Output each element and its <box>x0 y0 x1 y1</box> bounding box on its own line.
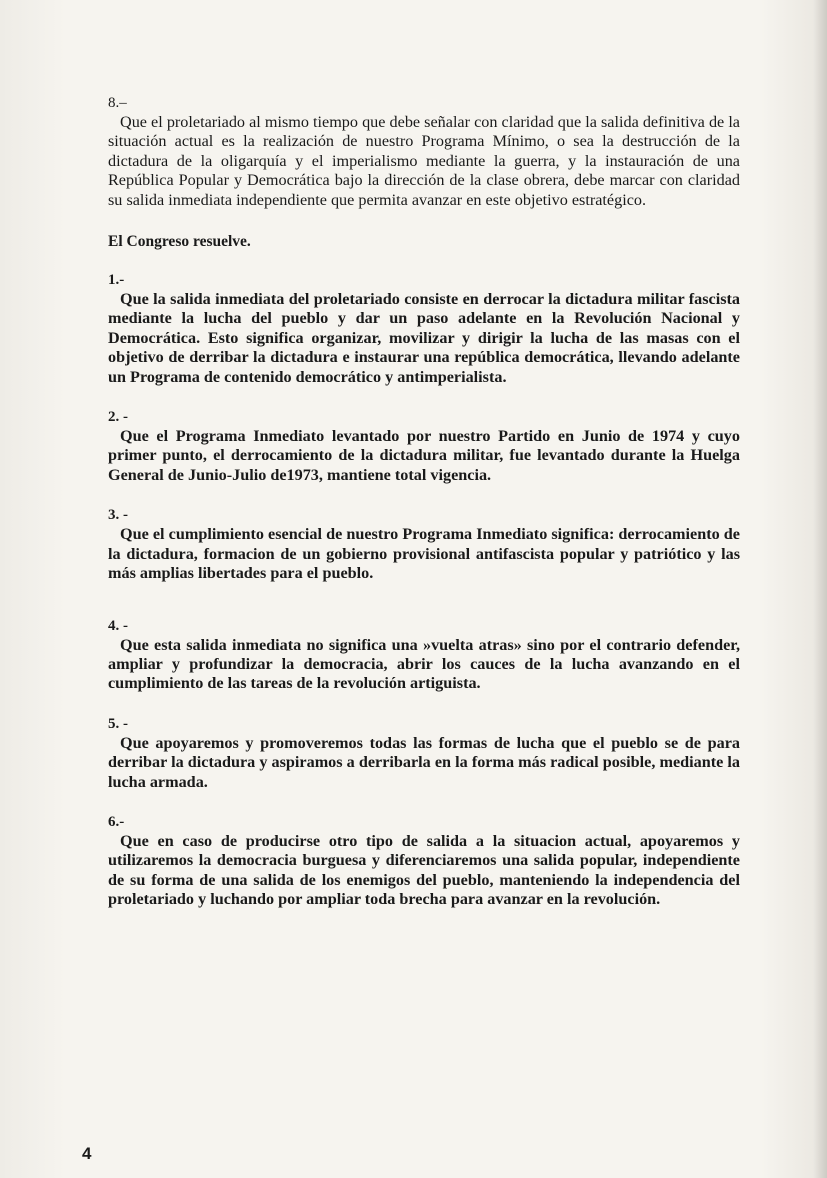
resolution-item <box>108 408 740 485</box>
page-number: 4 <box>82 1144 92 1163</box>
resolution-number: 6.- <box>108 813 125 830</box>
document-body <box>108 94 740 910</box>
resolution-item <box>108 617 740 694</box>
resolution-text: Que apoyaremos y promoveremos todas las formas de lucha que el pueblo se de para derribar la dictadura y aspiramos a derribarla en la forma más radical posible, mediante la lucha armada. <box>108 733 740 791</box>
resolution-number: 5. - <box>108 715 128 732</box>
resolution-number: 1.- <box>108 272 125 289</box>
resolution-item <box>108 715 740 792</box>
resolution-item <box>108 271 740 387</box>
resolution-item <box>108 506 740 583</box>
resolution-text: Que el cumplimiento esencial de nuestro Programa Inmediato significa: derrocamiento de la dictadura, formacion de un gobierno provisional antifascista popular y patriótico y las más amplias libertades para el pueblo. <box>108 525 740 583</box>
intro-paragraph: Que el proletariado al mismo tiempo que debe señalar con claridad que la salida definitiva de la situación actual es la realización de nuestro Programa Mínimo, o sea la destrucción de la dictadura de la oligarquía y el imperialismo mediante la guerra, y la instauración de una República Popular y Democrática bajo la dirección de la clase obrera, debe marcar con claridad su salida inmediata independiente que permita avanzar en este objetivo estratégico. <box>108 113 740 209</box>
intro-section <box>108 94 740 210</box>
resolution-text: Que la salida inmediata del proletariado consiste en derrocar la dictadura militar fascista mediante la lucha del pueblo y dar un paso adelante en la Revolución Nacional y Democrática. Esto significa organizar, movilizar y dirigir la lucha de las masas con el objetivo de derribar la dictadura e instaurar una república democrática, llevando adelante un Programa de contenido democrático y antimperialista. <box>108 290 740 386</box>
intro-number: 8.– <box>108 95 127 111</box>
page-edge-shadow <box>813 0 827 1178</box>
resolution-item <box>108 813 740 910</box>
resolution-text: Que esta salida inmediata no significa una »vuelta atras» sino por el contrario defender, ampliar y profundizar la democracia, abrir los cauces de la lucha avanzando en el cumplimiento de las tareas de la revolución artiguista. <box>108 635 740 693</box>
resolution-number: 3. - <box>108 507 128 524</box>
resolution-text: Que el Programa Inmediato levantado por nuestro Partido en Junio de 1974 y cuyo primer punto, el derrocamiento de la dictadura militar, fue levantado durante la Huelga General de Junio-Julio de1973, mantiene total vigencia. <box>108 427 740 484</box>
resolve-heading: El Congreso resuelve. <box>108 233 251 251</box>
resolution-number: 2. - <box>108 409 128 426</box>
resolution-text: Que en caso de producirse otro tipo de salida a la situacion actual, apoyaremos y utilizaremos la democracia burguesa y diferenciaremos una salida popular, independiente de su forma de una salida de los enemigos del pueblo, manteniendo la independencia del proletariado y luchando por ampliar toda brecha para avanzar en la revolución. <box>108 831 740 909</box>
resolution-number: 4. - <box>108 617 128 634</box>
